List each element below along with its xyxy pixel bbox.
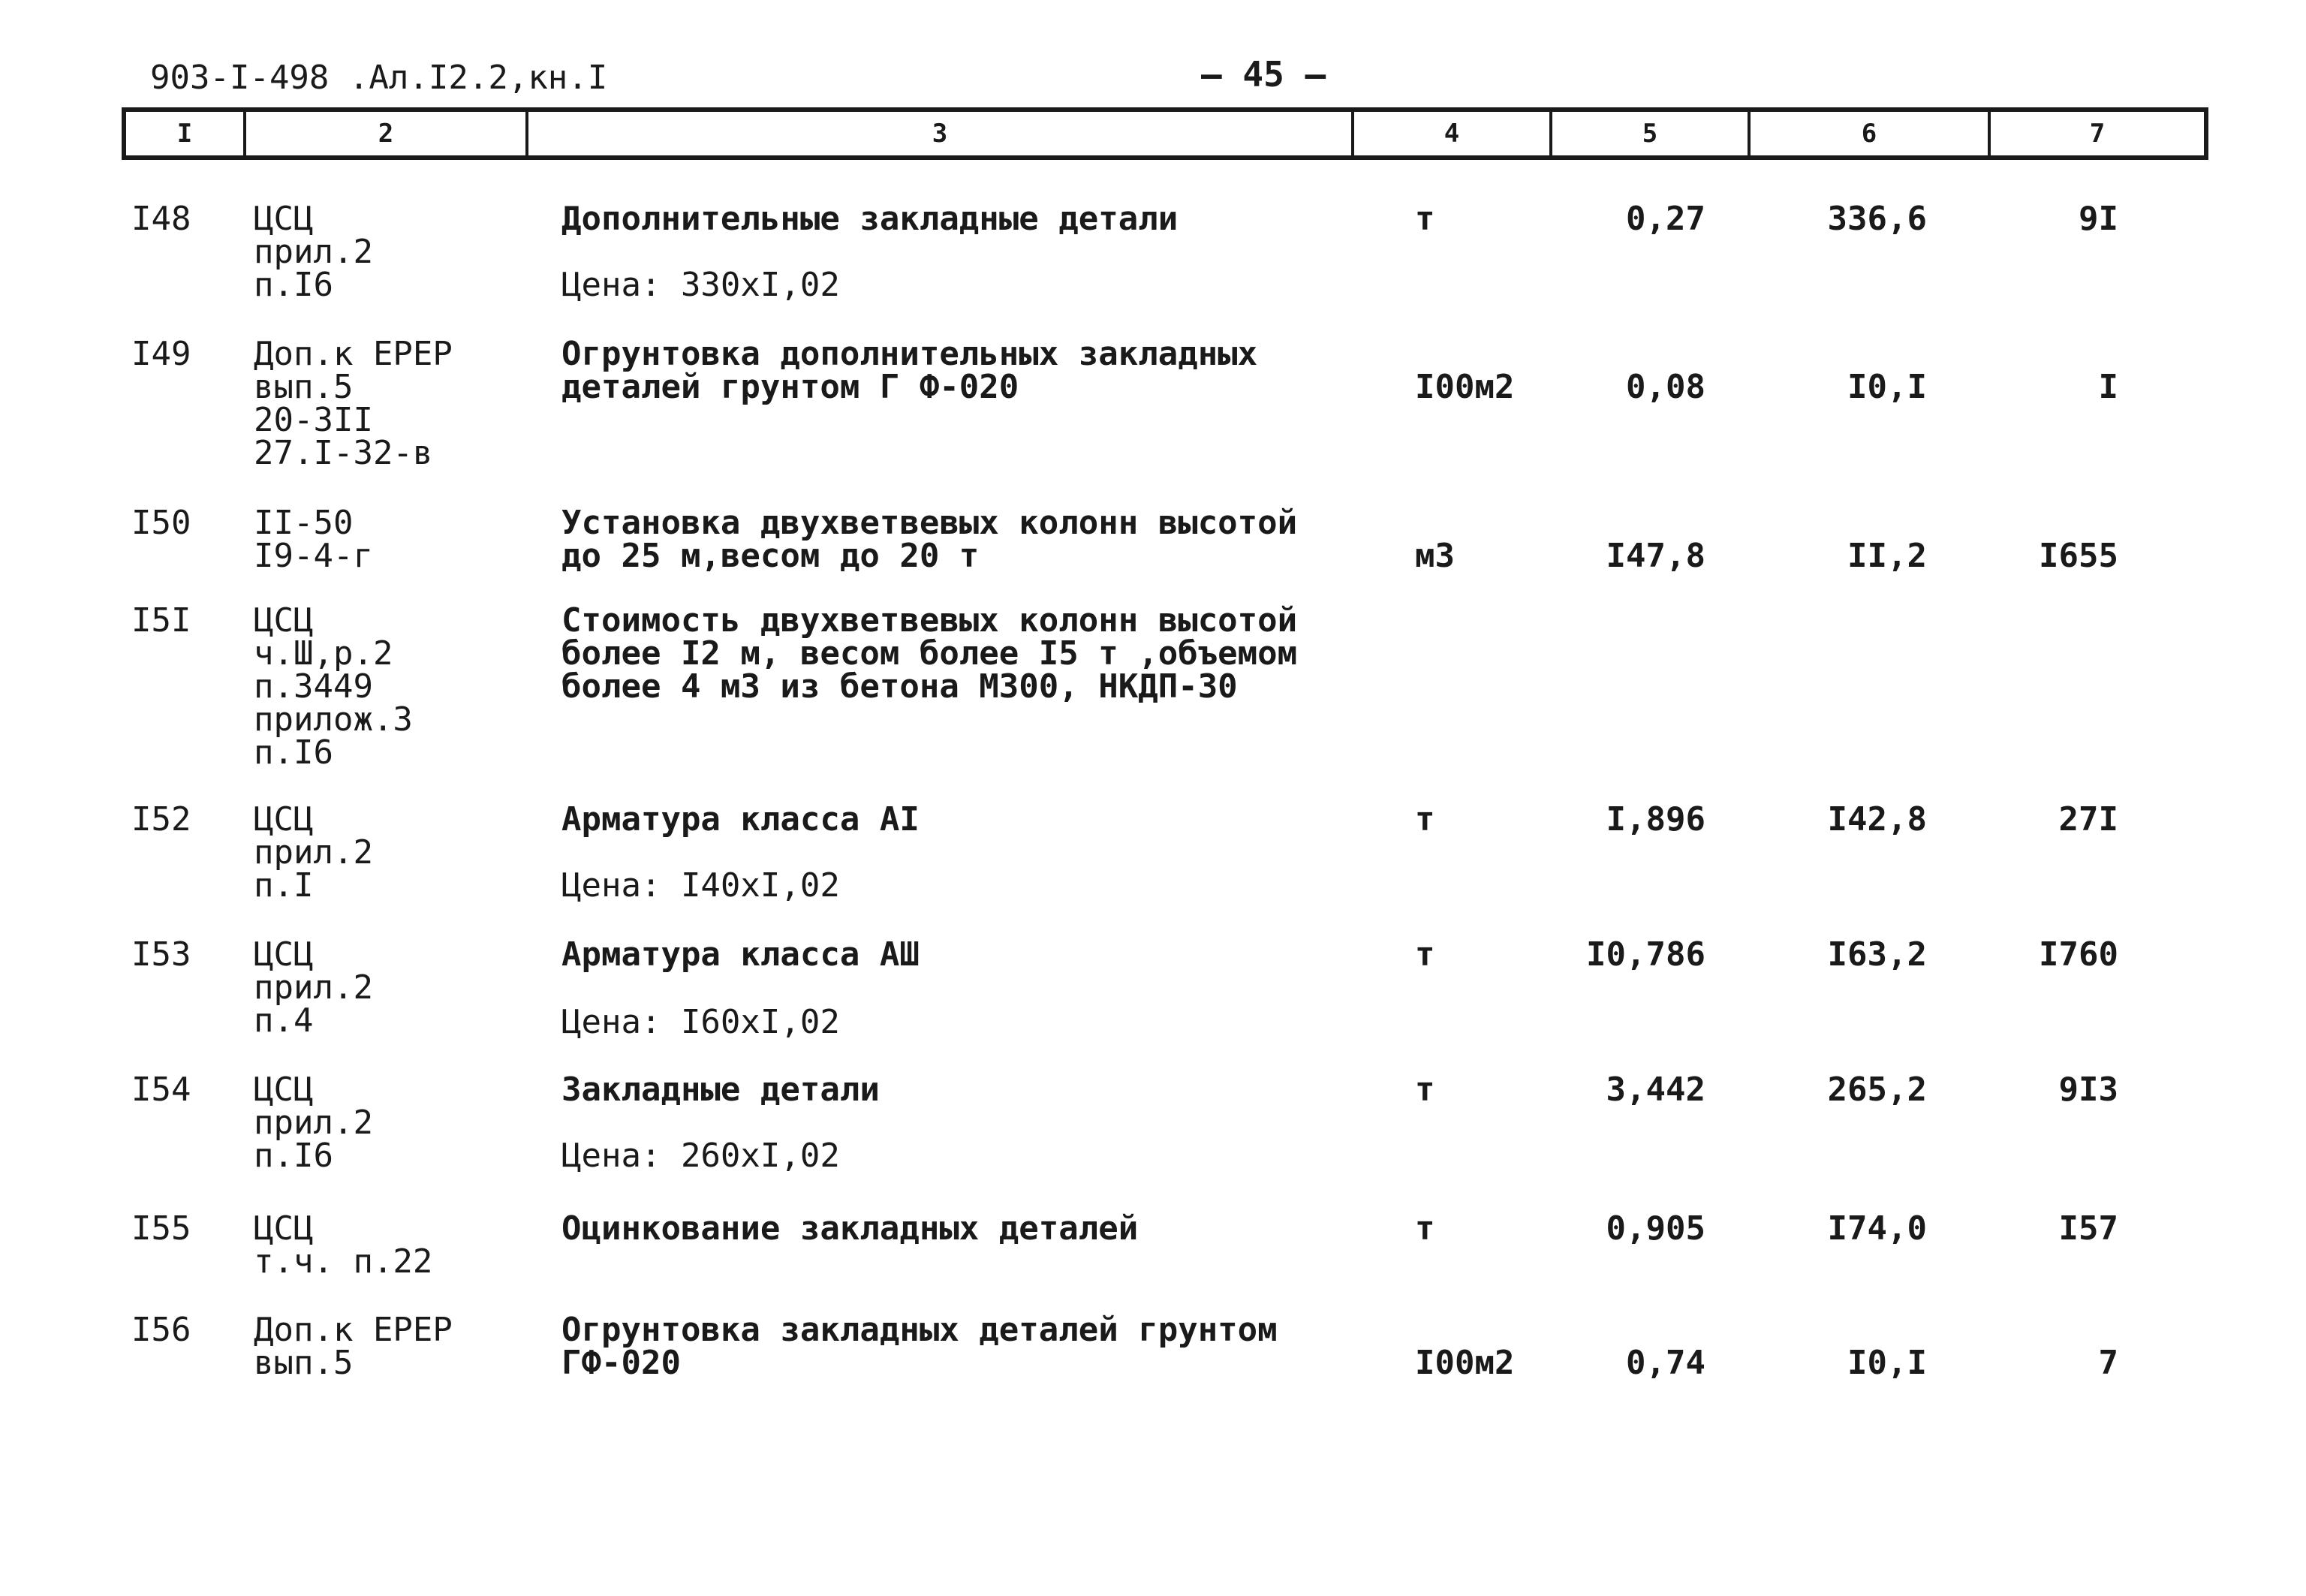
row-description: Закладные детали bbox=[561, 1071, 880, 1109]
row-reference: II-50 I9-4-г bbox=[254, 504, 373, 575]
row-reference: Доп.к ЕРЕР вып.5 bbox=[254, 1311, 453, 1382]
row-total: 27I bbox=[2058, 800, 2118, 839]
row-price: Цена: I60хI,02 bbox=[561, 1003, 840, 1041]
row-total: 9I bbox=[2079, 200, 2118, 238]
row-rate: I63,2 bbox=[1827, 935, 1927, 974]
row-total: 7 bbox=[2098, 1344, 2118, 1382]
row-price: Цена: 330хI,02 bbox=[561, 266, 840, 304]
row-unit: т bbox=[1415, 200, 1435, 238]
row-number: I49 bbox=[131, 335, 191, 373]
row-description: Арматура класса АШ bbox=[561, 935, 920, 974]
row-description: Стоимость двухветвевых колонн высотой более I2 м, весом более I5 т ,объемом более 4 м3 из бетона М300, НКДП-30 bbox=[561, 601, 1298, 706]
row-quantity: 0,905 bbox=[1606, 1209, 1705, 1248]
row-reference: Доп.к ЕРЕР вып.5 20-3II 27.I-32-в bbox=[254, 335, 453, 472]
row-reference: ЦСЦ прил.2 п.I6 bbox=[254, 1071, 373, 1175]
column-header-1: I bbox=[126, 112, 246, 155]
page-number: — 45 — bbox=[1201, 54, 1326, 95]
row-description: Огрунтовка дополнительных закладных деталей грунтом Г Ф-020 bbox=[561, 335, 1258, 406]
row-unit: т bbox=[1415, 1071, 1435, 1109]
row-rate: 265,2 bbox=[1827, 1071, 1927, 1109]
row-unit: I00м2 bbox=[1415, 1344, 1515, 1382]
row-reference: ЦСЦ прил.2 п.4 bbox=[254, 935, 373, 1040]
row-number: I53 bbox=[131, 935, 191, 974]
row-reference: ЦСЦ прил.2 п.I6 bbox=[254, 200, 373, 304]
row-number: I5I bbox=[131, 601, 191, 640]
row-quantity: I,896 bbox=[1606, 800, 1705, 839]
row-number: I54 bbox=[131, 1071, 191, 1109]
row-total: I bbox=[2098, 368, 2118, 406]
row-unit: т bbox=[1415, 800, 1435, 839]
row-number: I52 bbox=[131, 800, 191, 839]
row-unit: т bbox=[1415, 1209, 1435, 1248]
row-unit: I00м2 bbox=[1415, 368, 1515, 406]
row-unit: м3 bbox=[1415, 537, 1455, 575]
row-description: Дополнительные закладные детали bbox=[561, 200, 1179, 238]
row-rate: I42,8 bbox=[1827, 800, 1927, 839]
row-unit: т bbox=[1415, 935, 1435, 974]
page-header bbox=[120, 54, 2222, 107]
row-price: Цена: I40хI,02 bbox=[561, 866, 840, 905]
column-header-3: 3 bbox=[528, 112, 1354, 155]
document-code: 903-I-498 .Ал.I2.2,кн.I bbox=[150, 59, 608, 97]
row-description: Огрунтовка закладных деталей грунтом ГФ-020 bbox=[561, 1311, 1278, 1382]
row-rate: I74,0 bbox=[1827, 1209, 1927, 1248]
column-header-7: 7 bbox=[2089, 119, 2106, 149]
row-quantity: 0,08 bbox=[1626, 368, 1705, 406]
row-total: 9I3 bbox=[2058, 1071, 2118, 1109]
row-reference: ЦСЦ т.ч. п.22 bbox=[254, 1209, 433, 1281]
row-reference: ЦСЦ ч.Ш,р.2 п.3449 прилож.3 п.I6 bbox=[254, 601, 413, 772]
row-price: Цена: 260хI,02 bbox=[561, 1137, 840, 1175]
row-number: I55 bbox=[131, 1209, 191, 1248]
row-quantity: I0,786 bbox=[1586, 935, 1705, 974]
row-number: I48 bbox=[131, 200, 191, 238]
row-description: Арматура класса АI bbox=[561, 800, 920, 839]
column-header-2: 2 bbox=[246, 112, 528, 155]
row-rate: 336,6 bbox=[1827, 200, 1927, 238]
row-number: I56 bbox=[131, 1311, 191, 1349]
row-description: Установка двухветвевых колонн высотой до 25 м,весом до 20 т bbox=[561, 504, 1298, 575]
row-quantity: I47,8 bbox=[1606, 537, 1705, 575]
row-quantity: 0,27 bbox=[1626, 200, 1705, 238]
row-total: I655 bbox=[2039, 537, 2118, 575]
row-total: I760 bbox=[2039, 935, 2118, 974]
row-total: I57 bbox=[2058, 1209, 2118, 1248]
row-quantity: 3,442 bbox=[1606, 1071, 1705, 1109]
row-description: Оцинкование закладных деталей bbox=[561, 1209, 1139, 1248]
row-rate: II,2 bbox=[1847, 537, 1927, 575]
row-number: I50 bbox=[131, 504, 191, 542]
row-rate: I0,I bbox=[1847, 1344, 1927, 1382]
column-header-row bbox=[122, 107, 2208, 160]
row-reference: ЦСЦ прил.2 п.I bbox=[254, 800, 373, 905]
row-rate: I0,I bbox=[1847, 368, 1927, 406]
column-header-5: 5 bbox=[1552, 112, 1751, 155]
row-quantity: 0,74 bbox=[1626, 1344, 1705, 1382]
column-header-4: 4 bbox=[1354, 112, 1552, 155]
column-header-6: 6 bbox=[1751, 112, 1991, 155]
